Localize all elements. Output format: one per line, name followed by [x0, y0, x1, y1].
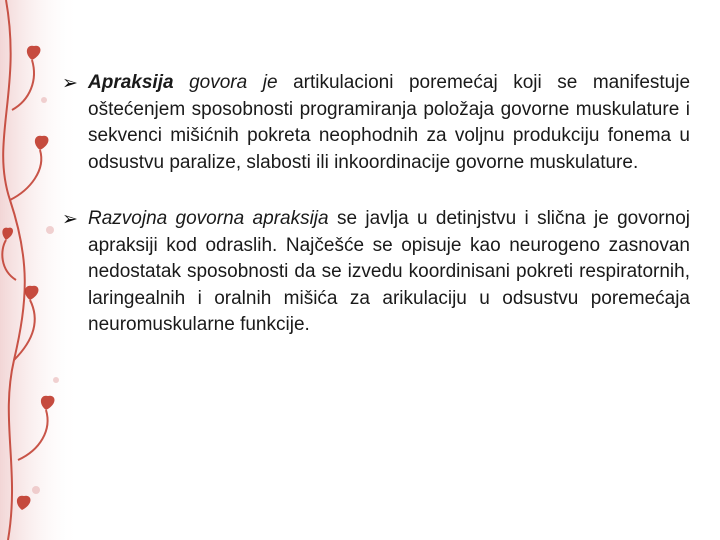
- arrow-bullet-icon: ➢: [62, 73, 78, 94]
- arrow-bullet-icon: ➢: [62, 209, 78, 230]
- list-item: [60, 206, 690, 339]
- term-je: je: [262, 72, 278, 93]
- term-razvojna-govorna-apraksija: Razvojna govorna apraksija: [88, 208, 329, 229]
- slide-content: [60, 70, 690, 369]
- bullet-text: artikulacioni poremećaj koji se manifestuje oštećenjem sposobnosti programiranja položaja govorne muskulature i sekvenci mišićnih pokreta neophodnih za voljnu produkciju fonema u odsustvu paralize, slabosti ili inkoordinacije govorne muskulature.: [88, 72, 691, 173]
- list-item: [60, 70, 690, 176]
- bullet-text: se javlja u detinjstvu i slična je govornoj apraksiji kod odraslih. Najčešće se opisuje kao neurogeno zasnovan nedostatak sposobnosti da se izvedu koordinisani pokreti respiratornih, laringealnih i oralnih mišića za arikulaciju u odsustvu poremećaja neuromuskularne funkcije.: [88, 208, 690, 335]
- term-apraksija: Apraksija: [88, 72, 174, 93]
- term-govora: govora: [189, 72, 248, 93]
